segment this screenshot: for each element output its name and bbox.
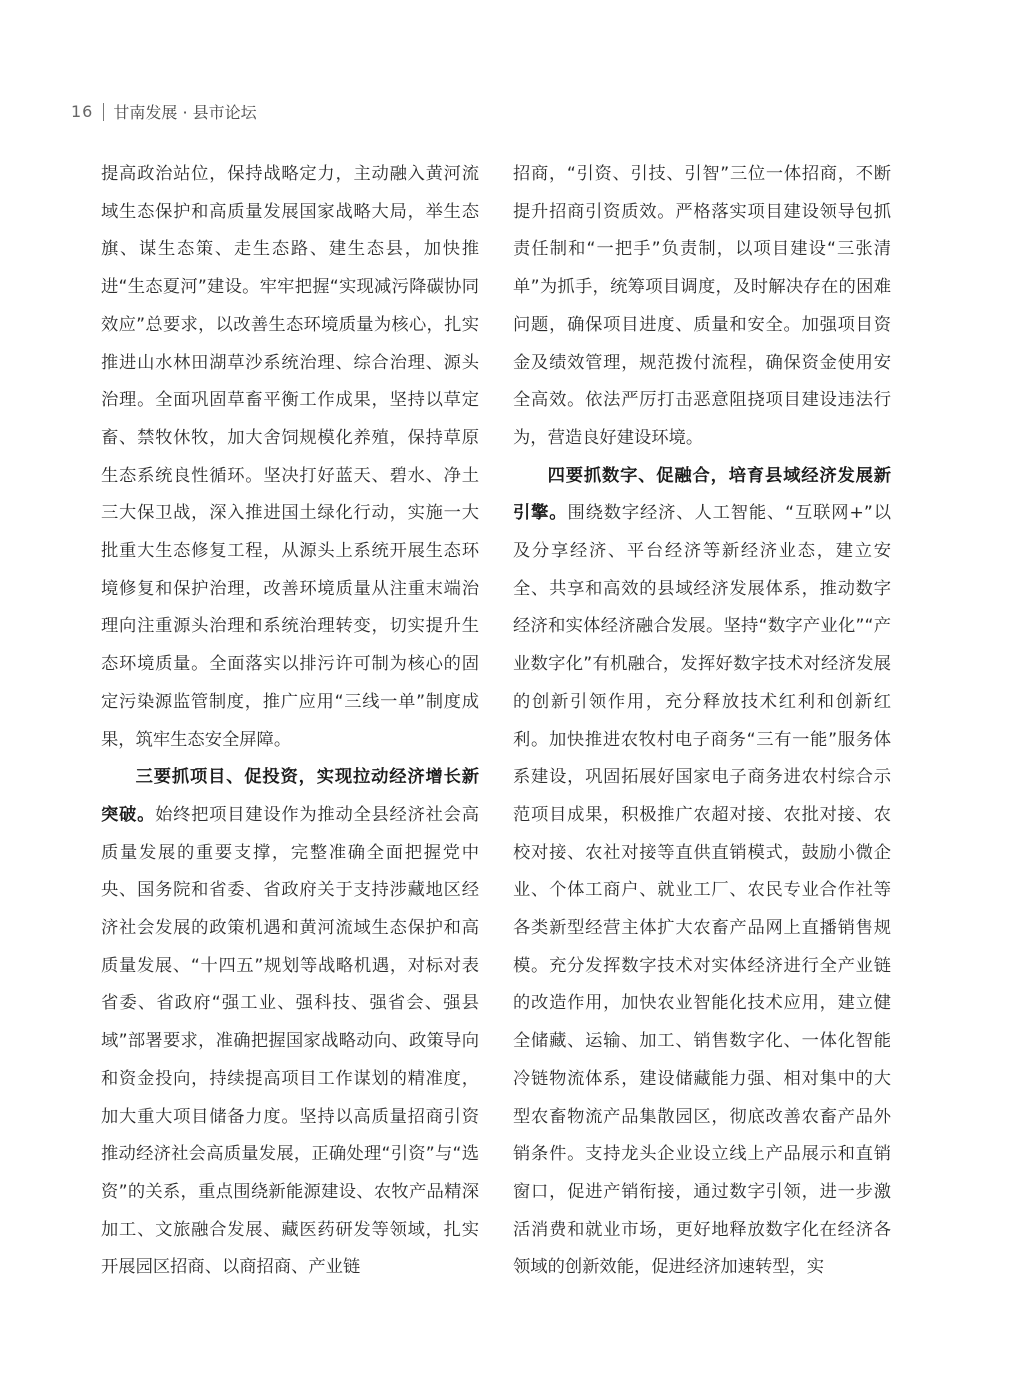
publication-title: 甘南发展 · 县市论坛 <box>113 103 257 122</box>
header-divider <box>103 103 104 121</box>
paragraph-body: 始终把项目建设作为推动全县经济社会高质量发展的重要支撑，完整准确全面把握党中央、国务院和省委、省政府关于支持涉藏地区经济社会发展的政策机遇和黄河流域生态保护和高质量发展、“十四五”规划等战略机遇，对标对表省委、省政府“强工业、强科技、强省会、强县域”部署要求，准确把握国家战略动向、政策导向和资金投向，持续提高项目工作谋划的精准度，加大重大项目储备力度。坚持以高质量招商引资推动经济社会高质量发展，正确处理“引资”与“选资”的关系，重点围绕新能源建设、农牧产品精深加工、文旅融合发展、藏医药研发等领域，扎实开展园区招商、以商招商、产业链 <box>101 804 479 1278</box>
page-number: 16 <box>71 102 94 121</box>
right-column <box>513 156 891 1287</box>
paragraph: 提高政治站位，保持战略定力，主动融入黄河流域生态保护和高质量发展国家战略大局，举生态旗、谋生态策、走生态路、建生态县，加快推进“生态夏河”建设。牢牢把握“实现减污降碳协同效应”总要求，以改善生态环境质量为核心，扎实推进山水林田湖草沙系统治理、综合治理、源头治理。全面巩固草畜平衡工作成果，坚持以草定畜、禁牧休牧，加大舍饲规模化养殖，保持草原生态系统良性循环。坚决打好蓝天、碧水、净土三大保卫战，深入推进国土绿化行动，实施一大批重大生态修复工程，从源头上系统开展生态环境修复和保护治理，改善环境质量从注重末端治理向注重源头治理和系统治理转变，切实提升生态环境质量。全面落实以排污许可制为核心的固定污染源监管制度，推广应用“三线一单”制度成果，筑牢生态安全屏障。 <box>101 164 479 750</box>
section-heading: 三要抓项目、促投资，实现拉动经济增长新突破。 <box>101 767 479 825</box>
paragraph: 招商，“引资、引技、引智”三位一体招商，不断提升招商引资质效。严格落实项目建设领导包抓责任制和“一把手”负责制，以项目建设“三张清单”为抓手，统筹项目调度，及时解决存在的困难问题，确保项目进度、质量和安全。加强项目资金及绩效管理，规范拨付流程，确保资金使用安全高效。依法严厉打击恶意阻挠项目建设违法行为，营造良好建设环境。 <box>513 164 891 448</box>
left-column <box>101 156 479 1287</box>
paragraph <box>101 759 479 1287</box>
paragraph-body: 围绕数字经济、人工智能、“互联网+”以及分享经济、平台经济等新经济业态，建立安全、共享和高效的县域经济发展体系，推动数字经济和实体经济融合发展。坚持“数字产业化”“产业数字化”有机融合，发挥好数字技术对经济发展的创新引领作用，充分释放技术红利和创新红利。加快推进农牧村电子商务“三有一能”服务体系建设，巩固拓展好国家电子商务进农村综合示范项目成果，积极推广农超对接、农批对接、农校对接、农社对接等直供直销模式，鼓励小微企业、个体工商户、就业工厂、农民专业合作社等各类新型经营主体扩大农畜产品网上直播销售规模。充分发挥数字技术对实体经济进行全产业链的改造作用，加快农业智能化技术应用，建立健全储藏、运输、加工、销售数字化、一体化智能冷链物流体系，建设储藏能力强、相对集中的大型农畜物流产品集散园区，彻底改善农畜产品外销条件。支持龙头企业设立线上产品展示和直销窗口，促进产销衔接，通过数字引领，进一步激活消费和就业市场，更好地释放数字化在经济各领域的创新效能，促进经济加速转型，实 <box>513 503 891 1278</box>
section-heading: 四要抓数字、促融合，培育县域经济发展新引擎。 <box>513 465 891 524</box>
paragraph <box>513 458 891 1287</box>
running-header <box>71 100 257 123</box>
